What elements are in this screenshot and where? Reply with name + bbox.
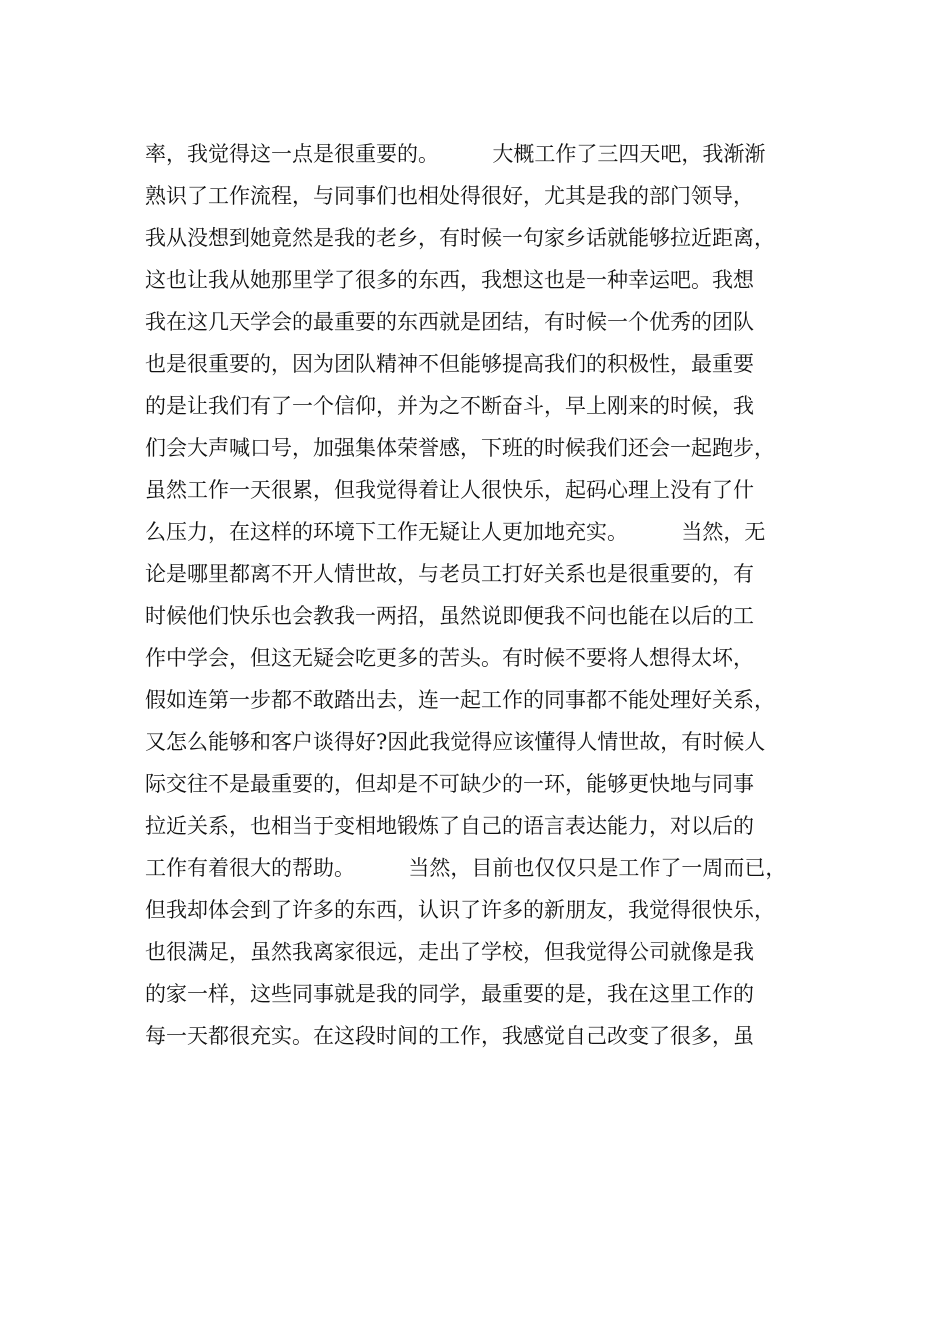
text-line-18: 工作有着很大的帮助。 当然，目前也仅仅只是工作了一周而已， bbox=[145, 856, 787, 880]
text-line-13: 作中学会，但这无疑会吃更多的苦头。有时候不要将人想得太坏， bbox=[145, 646, 754, 670]
text-line-17: 拉近关系，也相当于变相地锻炼了自己的语言表达能力，对以后的 bbox=[145, 814, 754, 838]
text-line-2: 熟识了工作流程，与同事们也相处得很好，尤其是我的部门领导， bbox=[145, 184, 754, 208]
text-line-22: 每一天都很充实。在这段时间的工作，我感觉自己改变了很多，虽 bbox=[145, 1024, 754, 1048]
text-line-12: 时候他们快乐也会教我一两招，虽然说即便我不问也能在以后的工 bbox=[145, 604, 754, 628]
text-line-16: 际交往不是最重要的，但却是不可缺少的一环，能够更快地与同事 bbox=[145, 772, 754, 796]
text-line-9: 虽然工作一天很累，但我觉得着让人很快乐，起码心理上没有了什 bbox=[145, 478, 754, 502]
text-line-10: 么压力，在这样的环境下工作无疑让人更加地充实。 当然，无 bbox=[145, 520, 766, 544]
text-line-20: 也很满足，虽然我离家很远，走出了学校，但我觉得公司就像是我 bbox=[145, 940, 754, 964]
text-line-3: 我从没想到她竟然是我的老乡，有时候一句家乡话就能够拉近距离， bbox=[145, 226, 775, 250]
text-line-1: 率，我觉得这一点是很重要的。 大概工作了三四天吧，我渐渐 bbox=[145, 142, 766, 166]
text-line-15: 又怎么能够和客户谈得好?因此我觉得应该懂得人情世故，有时候人 bbox=[145, 730, 766, 754]
text-line-21: 的家一样，这些同事就是我的同学，最重要的是，我在这里工作的 bbox=[145, 982, 754, 1006]
text-line-8: 们会大声喊口号，加强集体荣誉感，下班的时候我们还会一起跑步， bbox=[145, 436, 775, 460]
body-text bbox=[145, 133, 815, 1057]
text-line-11: 论是哪里都离不开人情世故，与老员工打好关系也是很重要的，有 bbox=[145, 562, 754, 586]
text-line-6: 也是很重要的，因为团队精神不但能够提高我们的积极性，最重要 bbox=[145, 352, 754, 376]
text-line-4: 这也让我从她那里学了很多的东西，我想这也是一种幸运吧。我想 bbox=[145, 268, 754, 292]
text-line-14: 假如连第一步都不敢踏出去，连一起工作的同事都不能处理好关系， bbox=[145, 688, 775, 712]
text-line-7: 的是让我们有了一个信仰，并为之不断奋斗，早上刚来的时候，我 bbox=[145, 394, 754, 418]
text-line-19: 但我却体会到了许多的东西，认识了许多的新朋友，我觉得很快乐， bbox=[145, 898, 775, 922]
text-line-5: 我在这几天学会的最重要的东西就是团结，有时候一个优秀的团队 bbox=[145, 310, 754, 334]
